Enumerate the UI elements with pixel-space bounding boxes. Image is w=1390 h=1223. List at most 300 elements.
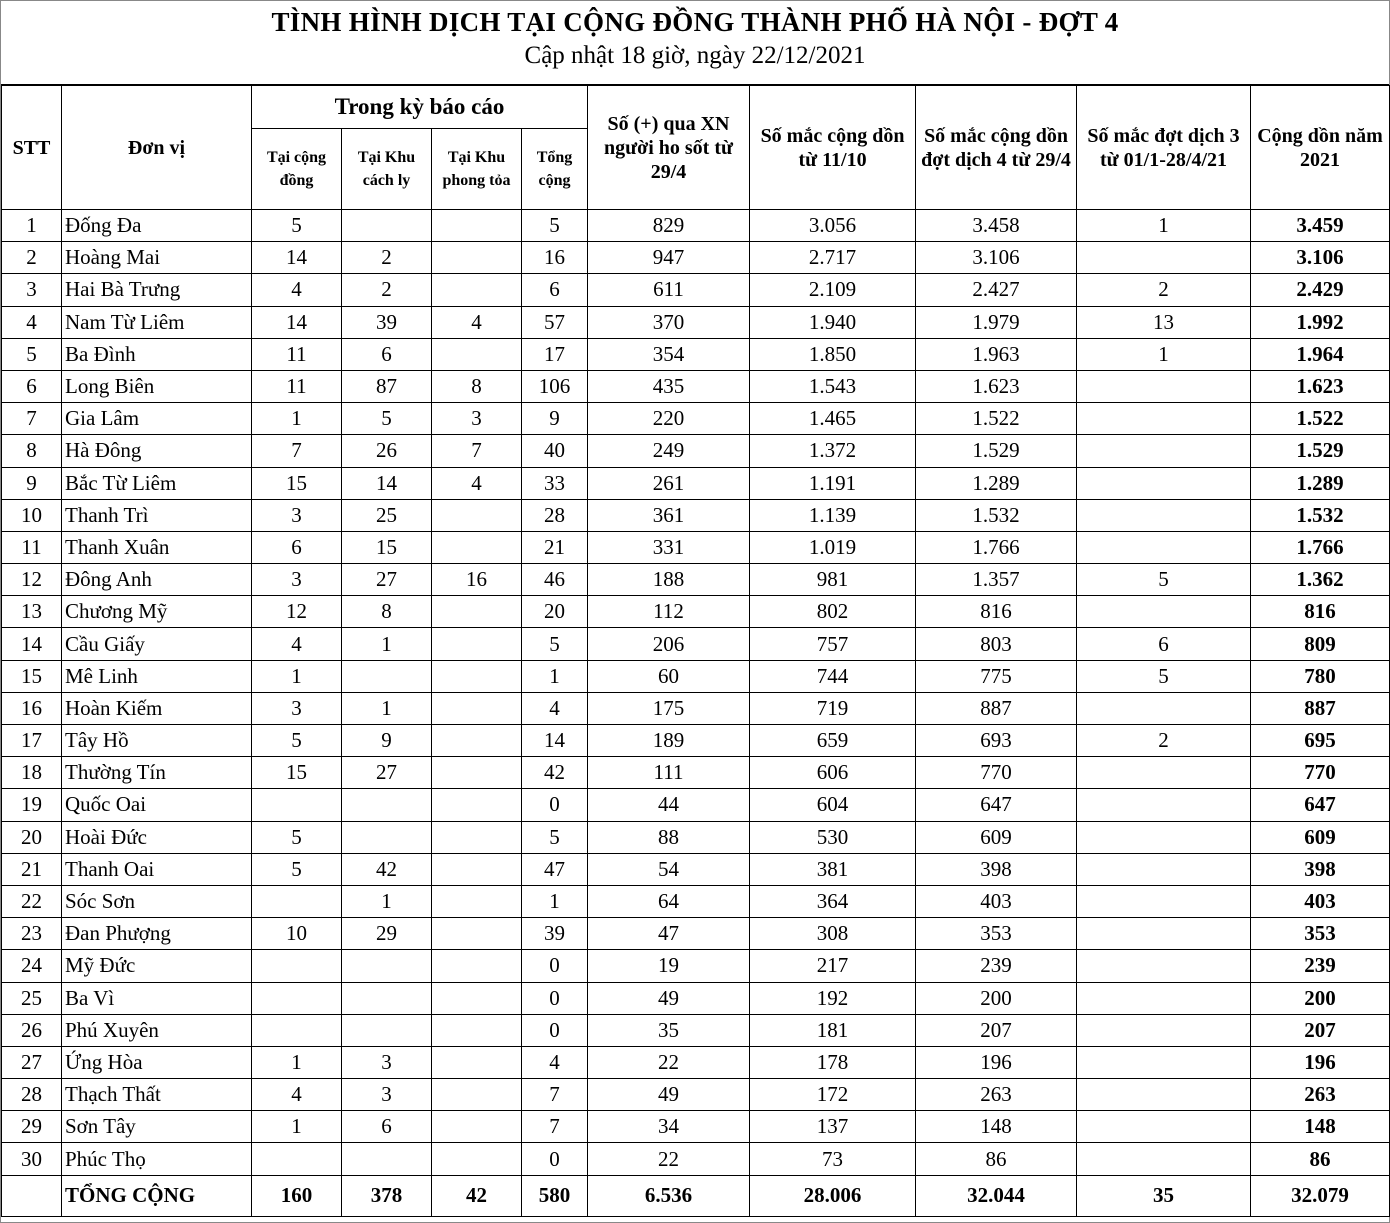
cell-tai-khu-cach-ly: 26: [342, 435, 432, 467]
header-tai-cong-dong: Tại cộng đồng: [252, 129, 342, 210]
cell-dot3: 1: [1077, 338, 1251, 370]
cell-cong-don-1110: 137: [750, 1111, 916, 1143]
total-so-duong-tinh: 6.536: [588, 1175, 750, 1216]
total-row: [2, 1175, 1390, 1216]
cell-cong-don-1110: 1.543: [750, 370, 916, 402]
cell-so-duong-tinh: 370: [588, 306, 750, 338]
header-so-duong-tinh: Số (+) qua XN người ho sốt từ 29/4: [588, 86, 750, 210]
cell-cong-don-dot4: 196: [916, 1046, 1077, 1078]
header-tai-khu-phong-toa: Tại Khu phong tỏa: [432, 129, 522, 210]
cell-don-vi: Đống Đa: [62, 210, 252, 242]
cell-tai-cong-dong: 15: [252, 467, 342, 499]
cell-cong-don-2021: 1.623: [1251, 370, 1390, 402]
total-cong-don-dot4: 32.044: [916, 1175, 1077, 1216]
table-row: [2, 950, 1390, 982]
header-stt: STT: [2, 86, 62, 210]
cell-cong-don-2021: 398: [1251, 853, 1390, 885]
cell-tai-cong-dong: 5: [252, 821, 342, 853]
cell-tai-khu-phong-toa: [432, 274, 522, 306]
cell-tai-khu-phong-toa: [432, 725, 522, 757]
cell-tai-khu-cach-ly: 14: [342, 467, 432, 499]
cell-dot3: [1077, 1014, 1251, 1046]
cell-cong-don-2021: 695: [1251, 725, 1390, 757]
cell-cong-don-2021: 1.532: [1251, 499, 1390, 531]
cell-tai-khu-phong-toa: [432, 660, 522, 692]
cell-tai-khu-cach-ly: [342, 789, 432, 821]
cell-dot3: [1077, 692, 1251, 724]
cell-tai-cong-dong: 3: [252, 499, 342, 531]
cell-stt: 18: [2, 757, 62, 789]
cell-dot3: [1077, 885, 1251, 917]
total-cong-don-2021: 32.079: [1251, 1175, 1390, 1216]
cell-cong-don-dot4: 200: [916, 982, 1077, 1014]
cell-so-duong-tinh: 435: [588, 370, 750, 402]
cell-don-vi: Hai Bà Trưng: [62, 274, 252, 306]
cell-dot3: 13: [1077, 306, 1251, 338]
cell-cong-don-dot4: 148: [916, 1111, 1077, 1143]
cell-tai-cong-dong: 5: [252, 853, 342, 885]
cell-don-vi: Thường Tín: [62, 757, 252, 789]
cell-dot3: [1077, 853, 1251, 885]
cell-cong-don-dot4: 770: [916, 757, 1077, 789]
cell-tai-khu-phong-toa: [432, 821, 522, 853]
cell-tai-khu-cach-ly: 1: [342, 692, 432, 724]
cell-cong-don-1110: 1.372: [750, 435, 916, 467]
cell-tai-khu-phong-toa: [432, 918, 522, 950]
cell-tai-khu-cach-ly: 39: [342, 306, 432, 338]
cell-tong-cong: 5: [522, 821, 588, 853]
cell-dot3: [1077, 1111, 1251, 1143]
total-stt: [2, 1175, 62, 1216]
header-cong-don-2021: Cộng dồn năm 2021: [1251, 86, 1390, 210]
cell-cong-don-dot4: 1.289: [916, 467, 1077, 499]
cell-tong-cong: 0: [522, 1014, 588, 1046]
header-dot3: Số mắc đợt dịch 3 từ 01/1-28/4/21: [1077, 86, 1251, 210]
cell-tong-cong: 39: [522, 918, 588, 950]
cell-tai-khu-cach-ly: [342, 982, 432, 1014]
cell-stt: 4: [2, 306, 62, 338]
header-tai-khu-cach-ly: Tại Khu cách ly: [342, 129, 432, 210]
cell-cong-don-1110: 1.850: [750, 338, 916, 370]
cell-cong-don-2021: 148: [1251, 1111, 1390, 1143]
total-tai-khu-cach-ly: 378: [342, 1175, 432, 1216]
cell-tong-cong: 28: [522, 499, 588, 531]
cell-tai-cong-dong: 11: [252, 370, 342, 402]
cell-cong-don-1110: 192: [750, 982, 916, 1014]
cell-dot3: [1077, 531, 1251, 563]
cell-don-vi: Hoài Đức: [62, 821, 252, 853]
cell-dot3: [1077, 1079, 1251, 1111]
cell-cong-don-dot4: 3.106: [916, 242, 1077, 274]
cell-dot3: [1077, 499, 1251, 531]
covid-table: [1, 85, 1390, 1217]
cell-tai-cong-dong: [252, 885, 342, 917]
cell-tai-khu-phong-toa: 16: [432, 564, 522, 596]
cell-stt: 22: [2, 885, 62, 917]
cell-cong-don-2021: 1.289: [1251, 467, 1390, 499]
table-row: [2, 435, 1390, 467]
table-body: [2, 210, 1390, 1176]
cell-tai-cong-dong: 4: [252, 628, 342, 660]
cell-tai-cong-dong: 5: [252, 210, 342, 242]
cell-so-duong-tinh: 611: [588, 274, 750, 306]
cell-don-vi: Thanh Oai: [62, 853, 252, 885]
cell-dot3: [1077, 370, 1251, 402]
cell-stt: 7: [2, 403, 62, 435]
cell-cong-don-dot4: 2.427: [916, 274, 1077, 306]
cell-cong-don-dot4: 775: [916, 660, 1077, 692]
cell-so-duong-tinh: 189: [588, 725, 750, 757]
cell-cong-don-2021: 816: [1251, 596, 1390, 628]
cell-cong-don-2021: 239: [1251, 950, 1390, 982]
cell-stt: 23: [2, 918, 62, 950]
cell-cong-don-2021: 1.992: [1251, 306, 1390, 338]
header-period: Trong kỳ báo cáo: [252, 86, 588, 129]
cell-tong-cong: 40: [522, 435, 588, 467]
cell-tai-khu-phong-toa: [432, 1014, 522, 1046]
cell-tai-cong-dong: 12: [252, 596, 342, 628]
cell-tai-khu-phong-toa: [432, 531, 522, 563]
cell-dot3: [1077, 757, 1251, 789]
cell-tai-cong-dong: 5: [252, 725, 342, 757]
cell-tai-khu-phong-toa: [432, 982, 522, 1014]
cell-tong-cong: 5: [522, 210, 588, 242]
cell-tai-khu-phong-toa: [432, 757, 522, 789]
cell-cong-don-1110: 719: [750, 692, 916, 724]
cell-cong-don-1110: 3.056: [750, 210, 916, 242]
cell-cong-don-2021: 809: [1251, 628, 1390, 660]
cell-tong-cong: 7: [522, 1111, 588, 1143]
table-row: [2, 242, 1390, 274]
cell-stt: 19: [2, 789, 62, 821]
cell-so-duong-tinh: 188: [588, 564, 750, 596]
cell-cong-don-dot4: 263: [916, 1079, 1077, 1111]
cell-don-vi: Hoàng Mai: [62, 242, 252, 274]
table-row: [2, 1046, 1390, 1078]
cell-stt: 24: [2, 950, 62, 982]
cell-tai-khu-cach-ly: 42: [342, 853, 432, 885]
cell-don-vi: Gia Lâm: [62, 403, 252, 435]
cell-so-duong-tinh: 49: [588, 982, 750, 1014]
cell-dot3: [1077, 435, 1251, 467]
cell-cong-don-1110: 2.717: [750, 242, 916, 274]
cell-cong-don-2021: 2.429: [1251, 274, 1390, 306]
cell-stt: 21: [2, 853, 62, 885]
cell-dot3: [1077, 1143, 1251, 1175]
cell-tai-khu-cach-ly: 2: [342, 274, 432, 306]
cell-tai-khu-phong-toa: [432, 628, 522, 660]
table-row: [2, 1111, 1390, 1143]
cell-tai-khu-cach-ly: 27: [342, 757, 432, 789]
table-row: [2, 660, 1390, 692]
table-footer: [2, 1175, 1390, 1216]
table-row: [2, 210, 1390, 242]
cell-cong-don-dot4: 207: [916, 1014, 1077, 1046]
cell-cong-don-1110: 73: [750, 1143, 916, 1175]
cell-stt: 13: [2, 596, 62, 628]
cell-cong-don-1110: 181: [750, 1014, 916, 1046]
cell-tong-cong: 0: [522, 982, 588, 1014]
report-title: TÌNH HÌNH DỊCH TẠI CỘNG ĐỒNG THÀNH PHỐ HÀ NỘI - ĐỢT 4: [271, 7, 1119, 37]
cell-tai-khu-phong-toa: [432, 789, 522, 821]
cell-stt: 25: [2, 982, 62, 1014]
cell-cong-don-1110: 659: [750, 725, 916, 757]
cell-cong-don-2021: 609: [1251, 821, 1390, 853]
table-row: [2, 1143, 1390, 1175]
cell-don-vi: Tây Hồ: [62, 725, 252, 757]
cell-dot3: [1077, 403, 1251, 435]
cell-don-vi: Thạch Thất: [62, 1079, 252, 1111]
table-row: [2, 564, 1390, 596]
cell-stt: 20: [2, 821, 62, 853]
cell-so-duong-tinh: 34: [588, 1111, 750, 1143]
cell-dot3: [1077, 918, 1251, 950]
cell-tai-khu-phong-toa: [432, 1079, 522, 1111]
table-row: [2, 499, 1390, 531]
cell-stt: 27: [2, 1046, 62, 1078]
cell-tai-cong-dong: 4: [252, 274, 342, 306]
table-row: [2, 403, 1390, 435]
cell-so-duong-tinh: 175: [588, 692, 750, 724]
cell-so-duong-tinh: 361: [588, 499, 750, 531]
cell-so-duong-tinh: 354: [588, 338, 750, 370]
cell-stt: 15: [2, 660, 62, 692]
cell-tong-cong: 4: [522, 692, 588, 724]
cell-cong-don-1110: 1.139: [750, 499, 916, 531]
cell-tai-khu-cach-ly: 87: [342, 370, 432, 402]
table-row: [2, 853, 1390, 885]
cell-tong-cong: 14: [522, 725, 588, 757]
cell-dot3: [1077, 467, 1251, 499]
cell-tai-cong-dong: 14: [252, 242, 342, 274]
cell-tai-khu-phong-toa: 7: [432, 435, 522, 467]
table-row: [2, 918, 1390, 950]
cell-dot3: 2: [1077, 725, 1251, 757]
cell-tong-cong: 0: [522, 789, 588, 821]
cell-dot3: 2: [1077, 274, 1251, 306]
cell-cong-don-dot4: 887: [916, 692, 1077, 724]
cell-cong-don-1110: 981: [750, 564, 916, 596]
cell-cong-don-dot4: 1.532: [916, 499, 1077, 531]
cell-tai-khu-phong-toa: [432, 692, 522, 724]
cell-tai-cong-dong: 11: [252, 338, 342, 370]
total-tai-khu-phong-toa: 42: [432, 1175, 522, 1216]
cell-tai-cong-dong: [252, 982, 342, 1014]
cell-stt: 9: [2, 467, 62, 499]
cell-stt: 6: [2, 370, 62, 402]
cell-cong-don-2021: 1.362: [1251, 564, 1390, 596]
cell-don-vi: Mỹ Đức: [62, 950, 252, 982]
cell-don-vi: Thanh Xuân: [62, 531, 252, 563]
cell-so-duong-tinh: 111: [588, 757, 750, 789]
cell-tai-cong-dong: 14: [252, 306, 342, 338]
cell-stt: 11: [2, 531, 62, 563]
cell-tai-cong-dong: 15: [252, 757, 342, 789]
cell-cong-don-2021: 780: [1251, 660, 1390, 692]
cell-so-duong-tinh: 206: [588, 628, 750, 660]
table-row: [2, 274, 1390, 306]
cell-cong-don-dot4: 693: [916, 725, 1077, 757]
cell-tai-khu-cach-ly: 3: [342, 1079, 432, 1111]
table-row: [2, 1079, 1390, 1111]
cell-don-vi: Đan Phượng: [62, 918, 252, 950]
cell-tai-cong-dong: [252, 1014, 342, 1046]
cell-so-duong-tinh: 44: [588, 789, 750, 821]
cell-don-vi: Nam Từ Liêm: [62, 306, 252, 338]
cell-cong-don-2021: 207: [1251, 1014, 1390, 1046]
cell-dot3: [1077, 821, 1251, 853]
cell-tong-cong: 1: [522, 885, 588, 917]
cell-cong-don-1110: 2.109: [750, 274, 916, 306]
cell-stt: 16: [2, 692, 62, 724]
cell-cong-don-1110: 530: [750, 821, 916, 853]
cell-tai-khu-cach-ly: [342, 660, 432, 692]
cell-cong-don-dot4: 609: [916, 821, 1077, 853]
cell-cong-don-2021: 770: [1251, 757, 1390, 789]
cell-cong-don-1110: 217: [750, 950, 916, 982]
table-row: [2, 596, 1390, 628]
cell-cong-don-dot4: 1.963: [916, 338, 1077, 370]
cell-tai-cong-dong: 7: [252, 435, 342, 467]
cell-tong-cong: 57: [522, 306, 588, 338]
cell-cong-don-1110: 1.191: [750, 467, 916, 499]
cell-tai-khu-phong-toa: 4: [432, 306, 522, 338]
cell-tai-khu-phong-toa: [432, 950, 522, 982]
cell-tai-khu-phong-toa: [432, 596, 522, 628]
cell-cong-don-1110: 802: [750, 596, 916, 628]
cell-tai-khu-phong-toa: [432, 885, 522, 917]
cell-cong-don-2021: 86: [1251, 1143, 1390, 1175]
cell-tai-khu-cach-ly: [342, 821, 432, 853]
cell-tai-cong-dong: [252, 950, 342, 982]
cell-so-duong-tinh: 64: [588, 885, 750, 917]
cell-cong-don-2021: 403: [1251, 885, 1390, 917]
cell-cong-don-dot4: 803: [916, 628, 1077, 660]
cell-stt: 29: [2, 1111, 62, 1143]
cell-dot3: [1077, 1046, 1251, 1078]
cell-tai-khu-cach-ly: 15: [342, 531, 432, 563]
cell-cong-don-dot4: 1.522: [916, 403, 1077, 435]
cell-tong-cong: 106: [522, 370, 588, 402]
cell-tong-cong: 5: [522, 628, 588, 660]
cell-cong-don-2021: 1.766: [1251, 531, 1390, 563]
cell-tai-khu-phong-toa: [432, 338, 522, 370]
table-row: [2, 338, 1390, 370]
cell-so-duong-tinh: 220: [588, 403, 750, 435]
cell-tai-cong-dong: 1: [252, 403, 342, 435]
cell-tai-khu-cach-ly: [342, 1143, 432, 1175]
cell-cong-don-2021: 200: [1251, 982, 1390, 1014]
cell-stt: 2: [2, 242, 62, 274]
table-row: [2, 467, 1390, 499]
cell-dot3: [1077, 789, 1251, 821]
cell-tong-cong: 20: [522, 596, 588, 628]
header-cong-don-dot4: Số mắc cộng dồn đợt dịch 4 từ 29/4: [916, 86, 1077, 210]
cell-cong-don-dot4: 1.623: [916, 370, 1077, 402]
cell-tong-cong: 21: [522, 531, 588, 563]
cell-don-vi: Sóc Sơn: [62, 885, 252, 917]
report-subtitle: Cập nhật 18 giờ, ngày 22/12/2021: [524, 42, 866, 69]
cell-cong-don-1110: 757: [750, 628, 916, 660]
cell-tai-cong-dong: 3: [252, 692, 342, 724]
cell-cong-don-1110: 364: [750, 885, 916, 917]
cell-don-vi: Sơn Tây: [62, 1111, 252, 1143]
cell-tai-cong-dong: 10: [252, 918, 342, 950]
cell-tai-khu-cach-ly: 6: [342, 338, 432, 370]
cell-cong-don-2021: 263: [1251, 1079, 1390, 1111]
cell-cong-don-2021: 1.522: [1251, 403, 1390, 435]
cell-tai-khu-phong-toa: [432, 1046, 522, 1078]
cell-tai-khu-phong-toa: [432, 1143, 522, 1175]
cell-cong-don-dot4: 398: [916, 853, 1077, 885]
cell-tai-khu-cach-ly: 9: [342, 725, 432, 757]
cell-tong-cong: 6: [522, 274, 588, 306]
cell-cong-don-1110: 1.940: [750, 306, 916, 338]
cell-don-vi: Phú Xuyên: [62, 1014, 252, 1046]
cell-stt: 30: [2, 1143, 62, 1175]
cell-tong-cong: 1: [522, 660, 588, 692]
cell-so-duong-tinh: 947: [588, 242, 750, 274]
cell-so-duong-tinh: 35: [588, 1014, 750, 1046]
cell-don-vi: Phúc Thọ: [62, 1143, 252, 1175]
cell-tai-khu-cach-ly: 5: [342, 403, 432, 435]
total-cong-don-1110: 28.006: [750, 1175, 916, 1216]
cell-cong-don-1110: 381: [750, 853, 916, 885]
cell-so-duong-tinh: 19: [588, 950, 750, 982]
table-row: [2, 628, 1390, 660]
cell-cong-don-1110: 604: [750, 789, 916, 821]
cell-tai-cong-dong: 1: [252, 1111, 342, 1143]
cell-tong-cong: 4: [522, 1046, 588, 1078]
cell-tong-cong: 9: [522, 403, 588, 435]
cell-don-vi: Ba Đình: [62, 338, 252, 370]
cell-cong-don-dot4: 1.766: [916, 531, 1077, 563]
cell-tai-khu-cach-ly: 1: [342, 628, 432, 660]
cell-so-duong-tinh: 54: [588, 853, 750, 885]
cell-cong-don-dot4: 353: [916, 918, 1077, 950]
cell-so-duong-tinh: 22: [588, 1143, 750, 1175]
cell-cong-don-dot4: 816: [916, 596, 1077, 628]
cell-tai-khu-phong-toa: [432, 210, 522, 242]
cell-cong-don-1110: 1.019: [750, 531, 916, 563]
cell-tai-khu-cach-ly: 27: [342, 564, 432, 596]
cell-stt: 17: [2, 725, 62, 757]
total-tai-cong-dong: 160: [252, 1175, 342, 1216]
cell-dot3: [1077, 950, 1251, 982]
cell-stt: 14: [2, 628, 62, 660]
table-row: [2, 757, 1390, 789]
cell-tong-cong: 7: [522, 1079, 588, 1111]
cell-tong-cong: 0: [522, 950, 588, 982]
cell-stt: 10: [2, 499, 62, 531]
table-row: [2, 692, 1390, 724]
cell-stt: 26: [2, 1014, 62, 1046]
cell-cong-don-dot4: 1.529: [916, 435, 1077, 467]
table-row: [2, 725, 1390, 757]
table-row: [2, 821, 1390, 853]
cell-don-vi: Đông Anh: [62, 564, 252, 596]
cell-tai-cong-dong: 1: [252, 660, 342, 692]
cell-don-vi: Mê Linh: [62, 660, 252, 692]
cell-tai-khu-cach-ly: 29: [342, 918, 432, 950]
cell-don-vi: Long Biên: [62, 370, 252, 402]
cell-don-vi: Quốc Oai: [62, 789, 252, 821]
cell-don-vi: Bắc Từ Liêm: [62, 467, 252, 499]
cell-cong-don-dot4: 239: [916, 950, 1077, 982]
cell-tai-khu-cach-ly: 8: [342, 596, 432, 628]
cell-cong-don-dot4: 86: [916, 1143, 1077, 1175]
cell-tai-cong-dong: [252, 1143, 342, 1175]
